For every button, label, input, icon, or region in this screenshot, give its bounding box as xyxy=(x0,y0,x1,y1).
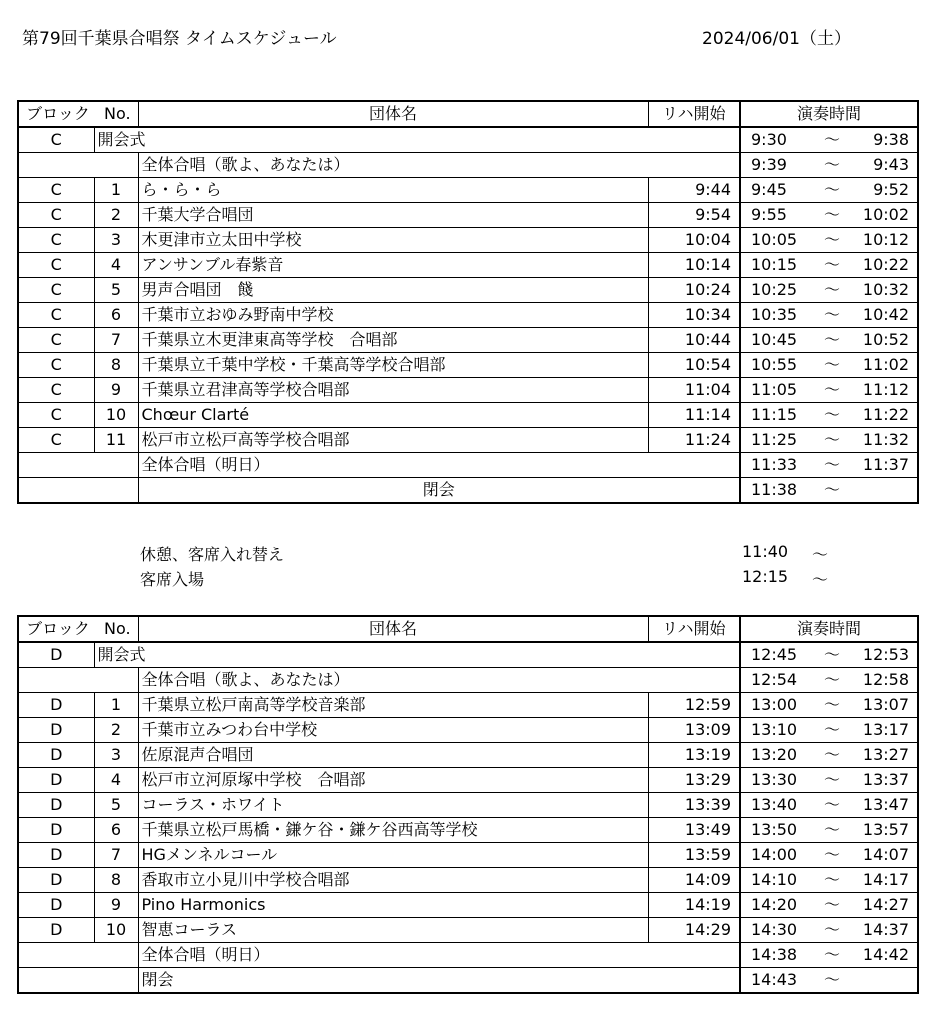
table-row xyxy=(18,642,918,668)
row-performance-start: 10:55 xyxy=(740,353,812,378)
row-tilde: ～ xyxy=(812,153,852,178)
row-performance-start: 14:30 xyxy=(740,918,812,943)
schedule-table-block-d xyxy=(17,615,919,994)
row-tilde: ～ xyxy=(812,378,852,403)
row-tilde: ～ xyxy=(812,843,852,868)
page-title: 第79回千葉県合唱祭 タイムスケジュール xyxy=(22,29,337,49)
row-block: C xyxy=(18,278,94,303)
row-performance-end: 10:42 xyxy=(852,303,918,328)
row-name: 男声合唱団 餞 xyxy=(138,278,648,303)
row-block: C xyxy=(18,378,94,403)
row-no: 10 xyxy=(94,403,138,428)
row-rehearsal-start: 9:44 xyxy=(648,178,740,203)
row-block-empty xyxy=(18,153,138,178)
row-name: 千葉大学合唱団 xyxy=(138,203,648,228)
row-name: 千葉県立君津高等学校合唱部 xyxy=(138,378,648,403)
row-block: D xyxy=(18,768,94,793)
header-row xyxy=(18,101,918,127)
row-performance-end: 9:38 xyxy=(852,127,918,153)
row-no: 2 xyxy=(94,203,138,228)
row-name: 佐原混声合唱団 xyxy=(138,743,648,768)
row-performance-end xyxy=(852,968,918,994)
row-no: 7 xyxy=(94,843,138,868)
row-name: コーラス・ホワイト xyxy=(138,793,648,818)
table-row xyxy=(18,743,918,768)
row-block: D xyxy=(18,718,94,743)
row-name: HGメンネルコール xyxy=(138,843,648,868)
row-tilde: ～ xyxy=(812,303,852,328)
row-block: D xyxy=(18,743,94,768)
table-row xyxy=(18,353,918,378)
row-name: 千葉県立松戸南高等学校音楽部 xyxy=(138,693,648,718)
row-block: C xyxy=(18,403,94,428)
table-row xyxy=(18,127,918,153)
row-no: 5 xyxy=(94,278,138,303)
table-row xyxy=(18,378,918,403)
row-name: 智恵コーラス xyxy=(138,918,648,943)
table-row xyxy=(18,868,918,893)
col-header-performance: 演奏時間 xyxy=(740,101,918,127)
row-rehearsal-start: 13:29 xyxy=(648,768,740,793)
row-name: 千葉市立おゆみ野南中学校 xyxy=(138,303,648,328)
row-tilde: ～ xyxy=(812,818,852,843)
row-tilde: ～ xyxy=(812,328,852,353)
row-name: 全体合唱（明日） xyxy=(138,453,740,478)
row-rehearsal-start: 13:09 xyxy=(648,718,740,743)
row-name: 開会式 xyxy=(94,642,740,668)
header-row xyxy=(18,616,918,642)
row-performance-end: 12:53 xyxy=(852,642,918,668)
row-rehearsal-start: 14:29 xyxy=(648,918,740,943)
table-row xyxy=(18,843,918,868)
row-no: 2 xyxy=(94,718,138,743)
row-performance-start: 10:25 xyxy=(740,278,812,303)
row-performance-end: 11:02 xyxy=(852,353,918,378)
row-name: 香取市立小見川中学校合唱部 xyxy=(138,868,648,893)
row-performance-start: 10:35 xyxy=(740,303,812,328)
row-block-empty xyxy=(18,943,138,968)
row-block: C xyxy=(18,253,94,278)
row-performance-start: 13:40 xyxy=(740,793,812,818)
col-header-no: No. xyxy=(94,101,138,127)
col-header-no: No. xyxy=(94,616,138,642)
row-performance-end: 13:37 xyxy=(852,768,918,793)
row-performance-start: 14:20 xyxy=(740,893,812,918)
row-name: 松戸市立河原塚中学校 合唱部 xyxy=(138,768,648,793)
row-performance-start: 14:43 xyxy=(740,968,812,994)
row-rehearsal-start: 11:04 xyxy=(648,378,740,403)
row-tilde: ～ xyxy=(812,478,852,504)
row-block: C xyxy=(18,178,94,203)
row-no: 4 xyxy=(94,768,138,793)
table-row xyxy=(18,303,918,328)
row-performance-end xyxy=(852,478,918,504)
row-performance-end: 14:17 xyxy=(852,868,918,893)
row-performance-start: 11:33 xyxy=(740,453,812,478)
row-no: 6 xyxy=(94,303,138,328)
table-row xyxy=(18,668,918,693)
break-time-1: 11:40 xyxy=(742,542,789,561)
table-row xyxy=(18,968,918,994)
row-performance-start: 9:39 xyxy=(740,153,812,178)
row-block: C xyxy=(18,353,94,378)
row-block-empty xyxy=(18,453,138,478)
row-block-empty xyxy=(18,668,138,693)
row-performance-end: 10:02 xyxy=(852,203,918,228)
row-tilde: ～ xyxy=(812,918,852,943)
row-no: 10 xyxy=(94,918,138,943)
row-performance-end: 10:22 xyxy=(852,253,918,278)
row-performance-end: 11:32 xyxy=(852,428,918,453)
row-name: 閉会 xyxy=(138,478,740,504)
table-row xyxy=(18,693,918,718)
row-no: 6 xyxy=(94,818,138,843)
row-block: C xyxy=(18,328,94,353)
row-name: 千葉市立みつわ台中学校 xyxy=(138,718,648,743)
row-performance-start: 13:10 xyxy=(740,718,812,743)
row-tilde: ～ xyxy=(812,403,852,428)
row-name: 閉会 xyxy=(138,968,740,994)
row-performance-end: 13:57 xyxy=(852,818,918,843)
row-name: 松戸市立松戸高等学校合唱部 xyxy=(138,428,648,453)
col-header-block: ブロック xyxy=(18,101,94,127)
row-performance-start: 11:05 xyxy=(740,378,812,403)
row-tilde: ～ xyxy=(812,178,852,203)
row-name: アンサンブル春紫音 xyxy=(138,253,648,278)
row-block: D xyxy=(18,843,94,868)
row-rehearsal-start: 10:24 xyxy=(648,278,740,303)
table-row xyxy=(18,253,918,278)
row-performance-end: 13:17 xyxy=(852,718,918,743)
row-no: 11 xyxy=(94,428,138,453)
row-tilde: ～ xyxy=(812,768,852,793)
col-header-performance: 演奏時間 xyxy=(740,616,918,642)
table-row xyxy=(18,403,918,428)
row-tilde: ～ xyxy=(812,353,852,378)
table-row xyxy=(18,818,918,843)
row-no: 8 xyxy=(94,868,138,893)
table-row xyxy=(18,153,918,178)
row-tilde: ～ xyxy=(812,743,852,768)
row-block-empty xyxy=(18,478,138,504)
event-date: 2024/06/01（土） xyxy=(702,29,851,49)
row-name: 全体合唱（歌よ、あなたは） xyxy=(138,153,740,178)
table-row xyxy=(18,718,918,743)
table-row xyxy=(18,918,918,943)
row-rehearsal-start: 14:19 xyxy=(648,893,740,918)
row-block: D xyxy=(18,818,94,843)
row-performance-start: 13:50 xyxy=(740,818,812,843)
row-name: 千葉県立木更津東高等学校 合唱部 xyxy=(138,328,648,353)
row-rehearsal-start: 13:49 xyxy=(648,818,740,843)
row-block-empty xyxy=(18,968,138,994)
row-performance-start: 9:55 xyxy=(740,203,812,228)
row-performance-end: 11:12 xyxy=(852,378,918,403)
row-no: 9 xyxy=(94,378,138,403)
row-rehearsal-start: 10:44 xyxy=(648,328,740,353)
row-rehearsal-start: 12:59 xyxy=(648,693,740,718)
row-tilde: ～ xyxy=(812,868,852,893)
table-row xyxy=(18,203,918,228)
table-row xyxy=(18,178,918,203)
row-tilde: ～ xyxy=(812,127,852,153)
row-block: D xyxy=(18,918,94,943)
row-tilde: ～ xyxy=(812,943,852,968)
row-performance-start: 12:45 xyxy=(740,642,812,668)
row-block: C xyxy=(18,228,94,253)
col-header-name: 団体名 xyxy=(138,101,648,127)
row-block: C xyxy=(18,127,94,153)
row-performance-end: 14:27 xyxy=(852,893,918,918)
table-row xyxy=(18,478,918,504)
row-no: 3 xyxy=(94,743,138,768)
row-tilde: ～ xyxy=(812,428,852,453)
break-time-2: 12:15 xyxy=(742,567,789,586)
row-performance-end: 12:58 xyxy=(852,668,918,693)
row-tilde: ～ xyxy=(812,228,852,253)
row-block: D xyxy=(18,693,94,718)
row-name: 木更津市立太田中学校 xyxy=(138,228,648,253)
row-performance-end: 13:27 xyxy=(852,743,918,768)
row-name: 千葉県立松戸馬橋・鎌ケ谷・鎌ケ谷西高等学校 xyxy=(138,818,648,843)
row-tilde: ～ xyxy=(812,893,852,918)
schedule-table-block-c xyxy=(17,100,919,504)
row-performance-start: 12:54 xyxy=(740,668,812,693)
row-no: 1 xyxy=(94,178,138,203)
break-tilde-1: ～ xyxy=(812,545,829,564)
row-rehearsal-start: 14:09 xyxy=(648,868,740,893)
row-tilde: ～ xyxy=(812,453,852,478)
row-rehearsal-start: 10:04 xyxy=(648,228,740,253)
table-row xyxy=(18,453,918,478)
row-performance-end: 11:37 xyxy=(852,453,918,478)
row-rehearsal-start: 10:14 xyxy=(648,253,740,278)
row-performance-end: 10:52 xyxy=(852,328,918,353)
row-performance-start: 14:00 xyxy=(740,843,812,868)
table-row xyxy=(18,328,918,353)
row-name: 開会式 xyxy=(94,127,740,153)
row-no: 9 xyxy=(94,893,138,918)
row-performance-start: 9:45 xyxy=(740,178,812,203)
row-tilde: ～ xyxy=(812,968,852,994)
row-tilde: ～ xyxy=(812,718,852,743)
row-performance-end: 13:07 xyxy=(852,693,918,718)
col-header-name: 団体名 xyxy=(138,616,648,642)
row-performance-start: 10:45 xyxy=(740,328,812,353)
row-rehearsal-start: 13:19 xyxy=(648,743,740,768)
row-tilde: ～ xyxy=(812,278,852,303)
row-name: Chœur Clarté xyxy=(138,403,648,428)
row-performance-start: 14:38 xyxy=(740,943,812,968)
row-tilde: ～ xyxy=(812,668,852,693)
col-header-rehearsal: リハ開始 xyxy=(648,101,740,127)
break-tilde-2: ～ xyxy=(812,570,829,589)
table-row xyxy=(18,943,918,968)
row-rehearsal-start: 9:54 xyxy=(648,203,740,228)
table-row xyxy=(18,893,918,918)
col-header-rehearsal: リハ開始 xyxy=(648,616,740,642)
row-tilde: ～ xyxy=(812,693,852,718)
row-no: 5 xyxy=(94,793,138,818)
row-no: 8 xyxy=(94,353,138,378)
row-tilde: ～ xyxy=(812,253,852,278)
row-performance-end: 9:43 xyxy=(852,153,918,178)
row-performance-start: 13:30 xyxy=(740,768,812,793)
break-label-2: 客席入場 xyxy=(140,570,205,589)
row-performance-end: 11:22 xyxy=(852,403,918,428)
row-rehearsal-start: 11:24 xyxy=(648,428,740,453)
row-rehearsal-start: 13:39 xyxy=(648,793,740,818)
row-performance-start: 11:38 xyxy=(740,478,812,504)
row-name: 全体合唱（明日） xyxy=(138,943,740,968)
row-no: 1 xyxy=(94,693,138,718)
row-rehearsal-start: 13:59 xyxy=(648,843,740,868)
row-block: C xyxy=(18,303,94,328)
row-block: D xyxy=(18,793,94,818)
row-name: 千葉県立千葉中学校・千葉高等学校合唱部 xyxy=(138,353,648,378)
row-performance-start: 13:20 xyxy=(740,743,812,768)
row-performance-end: 10:32 xyxy=(852,278,918,303)
table-row xyxy=(18,228,918,253)
row-name: 全体合唱（歌よ、あなたは） xyxy=(138,668,740,693)
row-performance-end: 14:07 xyxy=(852,843,918,868)
row-name: ら・ら・ら xyxy=(138,178,648,203)
row-performance-end: 14:37 xyxy=(852,918,918,943)
row-tilde: ～ xyxy=(812,203,852,228)
row-performance-start: 11:25 xyxy=(740,428,812,453)
table-row xyxy=(18,278,918,303)
row-performance-start: 9:30 xyxy=(740,127,812,153)
table-row xyxy=(18,768,918,793)
row-no: 7 xyxy=(94,328,138,353)
row-block: D xyxy=(18,642,94,668)
row-performance-start: 10:15 xyxy=(740,253,812,278)
row-performance-start: 10:05 xyxy=(740,228,812,253)
break-label-1: 休憩、客席入れ替え xyxy=(140,545,285,564)
row-block: C xyxy=(18,428,94,453)
row-performance-end: 10:12 xyxy=(852,228,918,253)
row-tilde: ～ xyxy=(812,793,852,818)
row-name: Pino Harmonics xyxy=(138,893,648,918)
row-performance-end: 9:52 xyxy=(852,178,918,203)
row-block: C xyxy=(18,203,94,228)
row-performance-start: 14:10 xyxy=(740,868,812,893)
row-no: 3 xyxy=(94,228,138,253)
row-rehearsal-start: 10:34 xyxy=(648,303,740,328)
table-row xyxy=(18,793,918,818)
row-tilde: ～ xyxy=(812,642,852,668)
table-row xyxy=(18,428,918,453)
row-performance-start: 13:00 xyxy=(740,693,812,718)
col-header-block: ブロック xyxy=(18,616,94,642)
row-rehearsal-start: 10:54 xyxy=(648,353,740,378)
row-no: 4 xyxy=(94,253,138,278)
row-block: D xyxy=(18,893,94,918)
row-performance-end: 14:42 xyxy=(852,943,918,968)
row-rehearsal-start: 11:14 xyxy=(648,403,740,428)
row-performance-start: 11:15 xyxy=(740,403,812,428)
row-block: D xyxy=(18,868,94,893)
row-performance-end: 13:47 xyxy=(852,793,918,818)
